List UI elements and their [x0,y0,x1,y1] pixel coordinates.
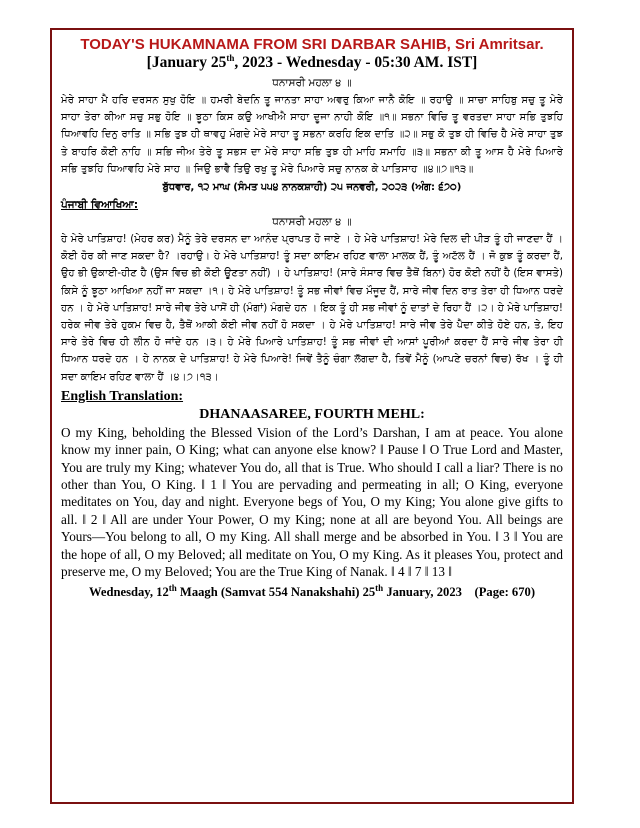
shabad-heading: ਧਨਾਸਰੀ ਮਹਲਾ ੪ ॥ [272,77,352,89]
date-suffix: , 2023 - Wednesday - 05:30 AM. IST] [234,54,478,71]
page-title: TODAY'S HUKAMNAMA FROM SRI DARBAR SAHIB, Sri Amritsar. [80,36,544,53]
vyakhya-heading: ਧਨਾਸਰੀ ਮਹਲਾ ੪ ॥ [272,216,352,229]
footer-suffix2: January, 2023 [383,584,462,599]
footer-prefix: Wednesday, 12 [88,584,169,599]
punjabi-dateline: ਬੁੱਧਵਾਰ, ੧੨ ਮਾਘ (ਸੰਮਤ ੫੫੪ ਨਾਨਕਸ਼ਾਹੀ) ੨੫ ਜਨਵਰੀ, ੨੦੨੩ (ਅੰਗ: ੬੭੦) [162,182,462,194]
punjabi-vyakhya-label: ਪੰਜਾਬੀ ਵਿਆਖਿਆ: [61,199,139,212]
english-heading: DHANAASAREE, FOURTH MEHL: [199,406,425,422]
footer-page: (Page: 670) [474,584,536,599]
footer-sup2: th [375,582,384,593]
vyakhya-text: ਹੇ ਮੇਰੇ ਪਾਤਿਸ਼ਾਹ! (ਮੇਹਰ ਕਰ) ਮੈਨੂੰ ਤੇਰੇ ਦਰਸਨ ਦਾ ਆਨੰਦ ਪ੍ਰਾਪਤ ਹੋ ਜਾਏ । ਹੇ ਮੇਰੇ ਪਾਤਿਸ਼ਾਹ! ਮੇਰੇ ਦਿਲ ਦੀ ਪੀੜ ਤੂੰ ਹੀ ਜਾਣਦਾ ਹੈਂ । ਕੋਈ ਹੋਰ ਕੀ ਜਾਣ ਸਕਦਾ ਹੈ? ।ਰਹਾਉ। ਹੇ ਮੇਰੇ ਪਾਤਿਸ਼ਾਹ! ਤੂੰ ਸਦਾ ਕਾਇਮ ਰਹਿਣ ਵਾਲਾ ਮਾਲਕ ਹੈਂ, ਤੂੰ ਅਟੱਲ ਹੈਂ । ਜੋ ਕੁਝ ਤੂੰ ਕਰਦਾ ਹੈਂ, ਉਹ ਭੀ ਉਕਾਈ-ਹੀਣ ਹੈ (ਉਸ ਵਿਚ ਭੀ ਕੋਈ ਊਣਤਾ ਨਹੀਂ) । ਹੇ ਪਾਤਿਸ਼ਾਹ! (ਸਾਰੇ ਸੰਸਾਰ ਵਿਚ ਤੈਥੋਂ ਬਿਨਾ) ਹੋਰ ਕੋਈ ਨਹੀਂ ਹੈ (ਇਸ ਵਾਸਤੇ) ਕਿਸੇ ਨੂੰ ਝੂਠਾ ਆਖਿਆ ਨਹੀਂ ਜਾ ਸਕਦਾ ।੧। ਹੇ ਮੇਰੇ ਪਾਤਿਸ਼ਾਹ! ਤੂੰ ਸਭ ਜੀਵਾਂ ਵਿਚ ਮੌਜੂਦ ਹੈਂ, ਸਾਰੇ ਜੀਵ ਦਿਨ ਰਾਤ ਤੇਰਾ ਹੀ ਧਿਆਨ ਧਰਦੇ ਹਨ । ਹੇ ਮੇਰੇ ਪਾਤਿਸ਼ਾਹ! ਸਾਰੇ ਜੀਵ ਤੇਰੇ ਪਾਸੋਂ ਹੀ (ਮੰਗਾਂ) ਮੰਗਦੇ ਹਨ । ਇਕ ਤੂੰ ਹੀ ਸਭ ਜੀਵਾਂ ਨੂੰ ਦਾਤਾਂ ਦੇ ਰਿਹਾ ਹੈਂ ।੨। ਹੇ ਮੇਰੇ ਪਾਤਿਸ਼ਾਹ! ਹਰੇਕ ਜੀਵ ਤੇਰੇ ਹੁਕਮ ਵਿਚ ਹੈ, ਤੈਥੋਂ ਆਕੀ ਕੋਈ ਜੀਵ ਨਹੀਂ ਹੋ ਸਕਦਾ । ਹੇ ਮੇਰੇ ਪਾਤਿਸ਼ਾਹ! ਸਾਰੇ ਜੀਵ ਤੇਰੇ ਪੈਦਾ ਕੀਤੇ ਹੋਏ ਹਨ, ਤੇ, ਇਹ ਸਾਰੇ ਤੇਰੇ ਵਿਚ ਹੀ ਲੀਨ ਹੋ ਜਾਂਦੇ ਹਨ ।੩। ਹੇ ਮੇਰੇ ਪਿਆਰੇ ਪਾਤਿਸ਼ਾਹ! ਤੂੰ ਸਭ ਜੀਵਾਂ ਦੀ ਆਸਾਂ ਪੂਰੀਆਂ ਕਰਦਾ ਹੈਂ ਸਾਰੇ ਜੀਵ ਤੇਰਾ ਹੀ ਧਿਆਨ ਧਰਦੇ ਹਨ । ਹੇ ਨਾਨਕ ਦੇ ਪਾਤਿਸ਼ਾਹ! ਹੇ ਮੇਰੇ ਪਿਆਰੇ! ਜਿਵੇਂ ਤੈਨੂੰ ਚੰਗਾ ਲੱਗਦਾ ਹੈ, ਤਿਵੇਂ ਮੈਨੂੰ (ਆਪਣੇ ਚਰਨਾਂ ਵਿਚ) ਰੱਖ । ਤੂੰ ਹੀ ਸਦਾ ਕਾਇਮ ਰਹਿਣ ਵਾਲਾ ਹੈਂ ।੪।੭।੧੩। [61,234,563,383]
footer-sup: th [168,582,177,593]
page-date [61,54,563,72]
date-prefix: [January 25 [146,54,227,71]
english-translation-label: English Translation: [61,388,184,404]
footer-suffix: Maagh (Samvat 554 Nanakshahi) 25 [176,584,376,599]
english-translation-text: O my King, beholding the Blessed Vision of the Lord’s Darshan, I am at peace. You alone know my inner pain, O King; what can anyone else know? ‖ Pause ‖ O True Lord and Master, You are truly my King; whatever You do, all that is True. Who should I call a liar? There is no other than You, O King. ‖ 1 ‖ You are pervading and permeating in all; O King, everyone meditates on You, day and night. Everyone begs of You, O my King; You alone give gifts to all. ‖ 2 ‖ All are under Your Power, O my King; none at all are beyond You. All beings are Yours—You belong to all, O my King. All shall merge and be absorbed in You. ‖ 3 ‖ You are the hope of all, O my Beloved; all meditate on You, O my King. As it pleases You, protect and preserve me, O my Beloved; You are the True King of Nanak. ‖ 4 ‖ 7 ‖ 13 ‖ [61,424,563,580]
hukamnama-document [50,28,574,804]
footer-date [61,583,563,601]
shabad-text: ਮੇਰੇ ਸਾਹਾ ਮੈ ਹਰਿ ਦਰਸਨ ਸੁਖੁ ਹੋਇ ॥ ਹਮਰੀ ਬੇਦਨਿ ਤੂ ਜਾਨਤਾ ਸਾਹਾ ਅਵਰੁ ਕਿਆ ਜਾਨੈ ਕੋਇ ॥ ਰਹਾਉ ॥ ਸਾਚਾ ਸਾਹਿਬੁ ਸਚੁ ਤੂ ਮੇਰੇ ਸਾਹਾ ਤੇਰਾ ਕੀਆ ਸਚੁ ਸਭੁ ਹੋਇ ॥ ਝੂਠਾ ਕਿਸ ਕਉ ਆਖੀਐ ਸਾਹਾ ਦੂਜਾ ਨਾਹੀ ਕੋਇ ॥੧॥ ਸਭਨਾ ਵਿਚਿ ਤੂ ਵਰਤਦਾ ਸਾਹਾ ਸਭਿ ਤੁਝਹਿ ਧਿਆਵਹਿ ਦਿਨੁ ਰਾਤਿ ॥ ਸਭਿ ਤੁਝ ਹੀ ਥਾਵਹੁ ਮੰਗਦੇ ਮੇਰੇ ਸਾਹਾ ਤੂ ਸਭਨਾ ਕਰਹਿ ਇਕ ਦਾਤਿ ॥੨॥ ਸਭੁ ਕੋ ਤੁਝ ਹੀ ਵਿਚਿ ਹੈ ਮੇਰੇ ਸਾਹਾ ਤੁਝ ਤੇ ਬਾਹਰਿ ਕੋਈ ਨਾਹਿ ॥ ਸਭਿ ਜੀਅ ਤੇਰੇ ਤੂ ਸਭਸ ਦਾ ਮੇਰੇ ਸਾਹਾ ਸਭਿ ਤੁਝ ਹੀ ਮਾਹਿ ਸਮਾਹਿ ॥੩॥ ਸਭਨਾ ਕੀ ਤੂ ਆਸ ਹੈ ਮੇਰੇ ਪਿਆਰੇ ਸਭਿ ਤੁਝਹਿ ਧਿਆਵਹਿ ਮੇਰੇ ਸਾਹ ॥ ਜਿਉ ਭਾਵੈ ਤਿਉ ਰਖੁ ਤੂ ਮੇਰੇ ਪਿਆਰੇ ਸਚੁ ਨਾਨਕ ਕੇ ਪਾਤਿਸਾਹ ॥੪॥੭॥੧੩॥ [61,95,563,175]
date-sup: th [226,52,235,63]
